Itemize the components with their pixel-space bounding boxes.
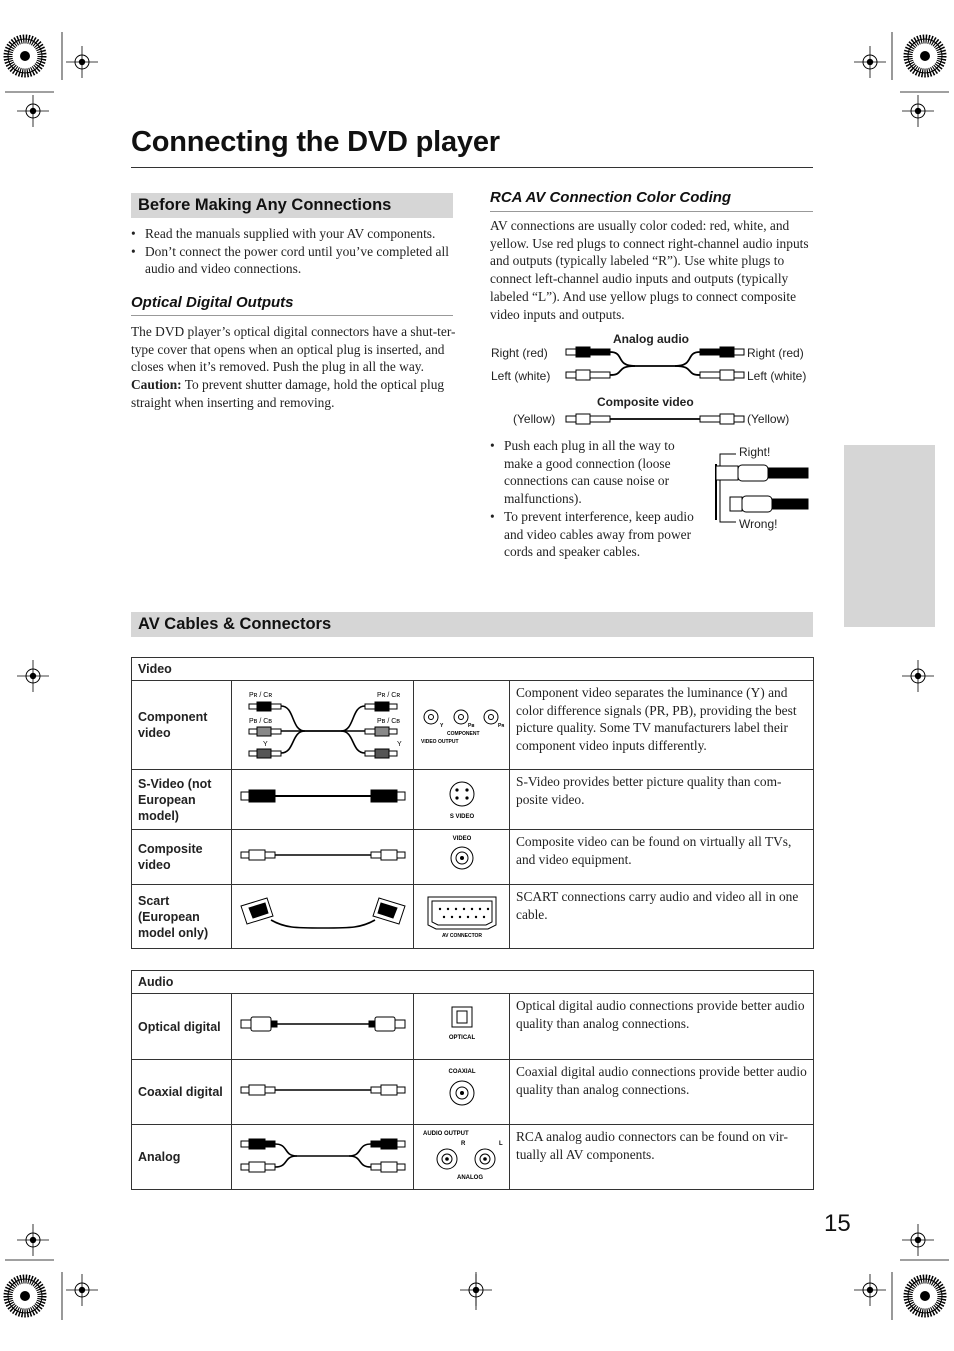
left-white-label: Left (white)	[491, 369, 551, 383]
crosshair-mark	[66, 1274, 98, 1306]
list-item: • To prevent interference, keep audio and video cables away from power cords and speaker cables.	[490, 508, 702, 561]
left-white-label: Left (white)	[747, 369, 807, 383]
svg-text:AV CONNECTOR: AV CONNECTOR	[441, 933, 482, 939]
optical-heading: Optical Digital Outputs	[131, 294, 294, 311]
list-item: • Push each plug in all the way to make a good connection (loose connections can cause noise or malfunctions).	[490, 437, 702, 508]
coaxial-jack-image	[414, 1060, 510, 1125]
scart-jack-image	[414, 885, 510, 949]
svg-text:COAXIAL: COAXIAL	[448, 1068, 475, 1075]
row-description: Composite video can be found on virtually all TVs, and video equipment.	[510, 830, 814, 885]
starburst-mark-top-left	[8, 39, 42, 73]
svg-text:S VIDEO: S VIDEO	[449, 814, 474, 820]
table-row	[132, 994, 814, 1060]
svg-text:COMPONENT: COMPONENT	[446, 730, 479, 737]
table-row	[132, 1060, 814, 1125]
analog-jack-image	[414, 1125, 510, 1190]
yellow-label: (Yellow)	[747, 412, 790, 426]
row-name: Composite video	[132, 830, 232, 885]
video-table	[131, 657, 814, 949]
svg-text:OPTICAL: OPTICAL	[448, 1035, 475, 1041]
table-row	[132, 1125, 814, 1190]
svg-text:L: L	[498, 1140, 503, 1147]
audio-table	[131, 970, 814, 1190]
rca-plug-red	[566, 347, 610, 357]
yellow-label: (Yellow)	[513, 412, 556, 426]
caution-text: To prevent shutter damage, hold the optical plug straight when inserting and removing.	[131, 377, 445, 410]
svg-text:Pʀ: Pʀ	[497, 722, 504, 729]
optical-jack-image	[414, 994, 510, 1060]
rca-cable-diagram	[560, 340, 750, 430]
analog-audio-label: Analog audio	[613, 332, 689, 346]
svg-text:VIDEO: VIDEO	[452, 835, 471, 842]
row-description: SCART connections carry audio and video all in one cable.	[510, 885, 814, 949]
row-name: Component video	[132, 681, 232, 770]
right-insert-label: Right!	[739, 445, 771, 459]
svg-text:Pʀ / Cʀ: Pʀ / Cʀ	[248, 691, 272, 699]
coaxial-cable-image	[232, 1060, 414, 1125]
svg-text:R: R	[460, 1140, 465, 1147]
right-red-label: Right (red)	[491, 346, 548, 360]
list-item: • Don’t connect the power cord until you’ve completed all audio and video connections.	[131, 243, 457, 278]
page-number: 15	[824, 1210, 851, 1237]
svg-text:Pʙ / Cʙ: Pʙ / Cʙ	[376, 717, 400, 725]
crosshair-mark	[902, 660, 934, 692]
rca-paragraph: AV connections are usually color coded: red, white, and yellow. Use red plugs to connect right-channel audio inputs and outputs (typically labeled “R”). Use white plugs to connect left-channel audio inputs and outputs (typically labeled “L”). And use yellow plugs to connect composite video inputs and outputs.	[490, 218, 809, 322]
title-rule	[131, 167, 813, 168]
row-description: Coaxial digital audio connections provide better audio quality than analog connections.	[510, 1060, 814, 1125]
table-row	[132, 885, 814, 949]
crosshair-mark	[17, 1224, 49, 1256]
rca-heading: RCA AV Connection Color Coding	[490, 189, 732, 206]
rca-plug-red	[700, 347, 744, 357]
row-name: Analog	[132, 1125, 232, 1190]
table-row	[132, 830, 814, 885]
svg-text:Pʙ / Cʙ: Pʙ / Cʙ	[248, 717, 272, 725]
svg-text:AUDIO OUTPUT: AUDIO OUTPUT	[422, 1130, 469, 1137]
right-red-label: Right (red)	[747, 346, 804, 360]
video-table-header: Video	[132, 658, 814, 681]
svideo-cable-image	[232, 770, 414, 830]
crosshair-mark	[17, 95, 49, 127]
composite-video-label: Composite video	[597, 395, 694, 409]
row-name: Optical digital	[132, 994, 232, 1060]
rca-plug-yellow	[566, 414, 610, 424]
svg-text:Y: Y	[439, 722, 443, 729]
list-item: • Read the manuals supplied with your AV components.	[131, 225, 457, 243]
cables-heading: AV Cables & Connectors	[131, 612, 813, 637]
page-title: Connecting the DVD player	[131, 126, 500, 158]
svideo-jack-image	[414, 770, 510, 830]
svg-text:Y: Y	[262, 740, 268, 748]
audio-table-header: Audio	[132, 971, 814, 994]
optical-rule	[131, 315, 453, 316]
optical-text	[131, 323, 456, 412]
caution-label: Caution:	[131, 377, 182, 393]
row-name: S-Video (not European model)	[132, 770, 232, 830]
svg-text:Pʀ / Cʀ: Pʀ / Cʀ	[376, 691, 400, 699]
table-row	[132, 681, 814, 770]
plug-insertion-diagram	[712, 450, 812, 530]
rca-plug-white	[700, 370, 744, 380]
svg-text:ANALOG: ANALOG	[456, 1174, 483, 1181]
component-cable-image	[232, 681, 414, 770]
crosshair-mark	[854, 46, 886, 78]
row-name: Coaxial digital	[132, 1060, 232, 1125]
starburst-mark-bottom-right	[908, 1279, 942, 1313]
rca-bullet-list	[490, 437, 702, 561]
before-bullet-list	[131, 225, 457, 278]
row-description: Component video separates the luminance (Y) and color difference signals (PR, PB), providing the best picture quality. Some TV manufacturers label their component video inputs differently.	[510, 681, 814, 770]
rca-rule	[490, 211, 813, 212]
starburst-mark-top-right	[908, 39, 942, 73]
row-description: Optical digital audio connections provide better audio quality than analog connections.	[510, 994, 814, 1060]
crosshair-mark	[854, 1274, 886, 1306]
svg-text:Y: Y	[396, 740, 402, 748]
component-jack-image	[414, 681, 510, 770]
row-description: S-Video provides better picture quality than com-posite video.	[510, 770, 814, 830]
svg-text:Pʙ: Pʙ	[467, 722, 474, 729]
rca-plug-white	[566, 370, 610, 380]
crosshair-mark	[902, 95, 934, 127]
optical-cable-image	[232, 994, 414, 1060]
side-tab	[844, 445, 935, 627]
crosshair-mark	[66, 46, 98, 78]
crosshair-mark	[902, 1224, 934, 1256]
composite-jack-image	[414, 830, 510, 885]
wrong-insert-label: Wrong!	[739, 517, 778, 531]
starburst-mark-bottom-left	[8, 1279, 42, 1313]
composite-cable-image	[232, 830, 414, 885]
before-heading: Before Making Any Connections	[131, 193, 453, 218]
rca-plug-yellow	[700, 414, 744, 424]
scart-cable-image	[232, 885, 414, 949]
row-name: Scart (European model only)	[132, 885, 232, 949]
table-row	[132, 770, 814, 830]
row-description: RCA analog audio connectors can be found on vir-tually all AV components.	[510, 1125, 814, 1190]
crosshair-mark	[17, 660, 49, 692]
optical-paragraph: The DVD player’s optical digital connectors have a shut-ter-type cover that opens when an optical plug is inserted, and closes when it’s removed. Push the plug in all the way.	[131, 324, 456, 375]
analog-cable-image	[232, 1125, 414, 1190]
svg-text:VIDEO OUTPUT: VIDEO OUTPUT	[420, 738, 459, 745]
